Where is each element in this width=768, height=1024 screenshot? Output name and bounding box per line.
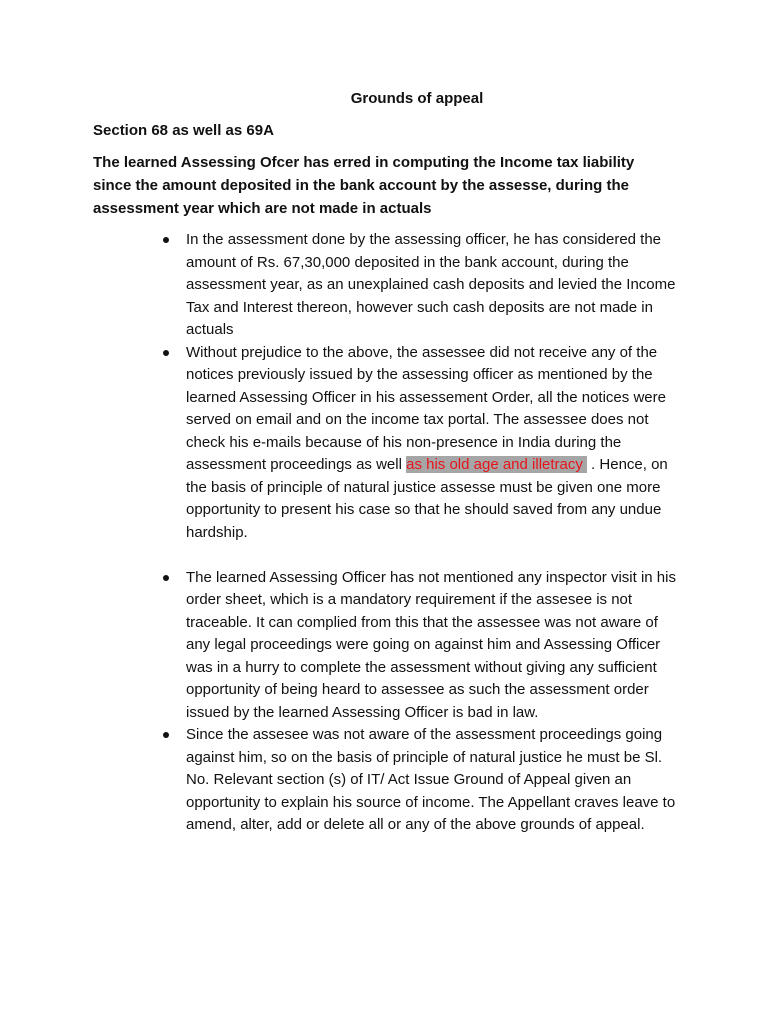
bullet-icon	[163, 575, 169, 581]
bullet-text-after: . Hence, on the basis of principle of natural justice assesse must be given one more opportunity to present his case so that he should saved from any undue hardship.	[186, 456, 668, 541]
section-heading: Section 68 as well as 69A	[93, 122, 274, 139]
bullet-icon	[163, 350, 169, 356]
bullet-icon	[163, 237, 169, 243]
bullet-text: Since the assesee was not aware of the assessment proceedings going against him, so on the basis of principle of natural justice he must be Sl. No. Relevant section (s) of IT/ Act Issue Ground of Appeal given an opportunity to explain his source of income. The Appellant craves leave to amend, alter, add or delete all or any of the above grounds of appeal.	[186, 726, 676, 833]
highlighted-phrase: as his old age and illetracy	[406, 456, 587, 473]
list-item	[160, 342, 680, 545]
intro-paragraph: The learned Assessing Ofcer has erred in computing the Income tax liability since the amount deposited in the bank account by the assesse, during the assessment year which are not made in actuals	[93, 154, 635, 217]
list-item	[160, 229, 680, 342]
document-title: Grounds of appeal	[350, 90, 484, 107]
bullet-text: In the assessment done by the assessing officer, he has considered the amount of Rs. 67,30,000 deposited in the bank account, during the assessment year, as an unexplained cash deposits and levied the Income Tax and Interest thereon, however such cash deposits are not made in actuals	[186, 231, 676, 338]
bullet-icon	[163, 732, 169, 738]
grounds-list	[160, 229, 680, 837]
list-item	[160, 567, 680, 725]
bullet-text: The learned Assessing Officer has not mentioned any inspector visit in his order sheet, which is a mandatory requirement if the assesee is not traceable. It can complied from this that the assessee was not aware of any legal proceedings were going on against him and Assessing Officer was in a hurry to complete the assessment without giving any sufficient opportunity of being heard to assessee as such the assessment order issued by the learned Assessing Officer is bad in law.	[186, 568, 676, 721]
bullet-text-before: Without prejudice to the above, the assessee did not receive any of the notices previously issued by the assessing officer as mentioned by the learned Assessing Officer in his assessement Order, all the notices were served on email and on the income tax portal. The assessee does not check his e-mails because of his non-presence in India during the assessment proceedings as well	[186, 343, 666, 473]
list-item	[160, 724, 680, 837]
